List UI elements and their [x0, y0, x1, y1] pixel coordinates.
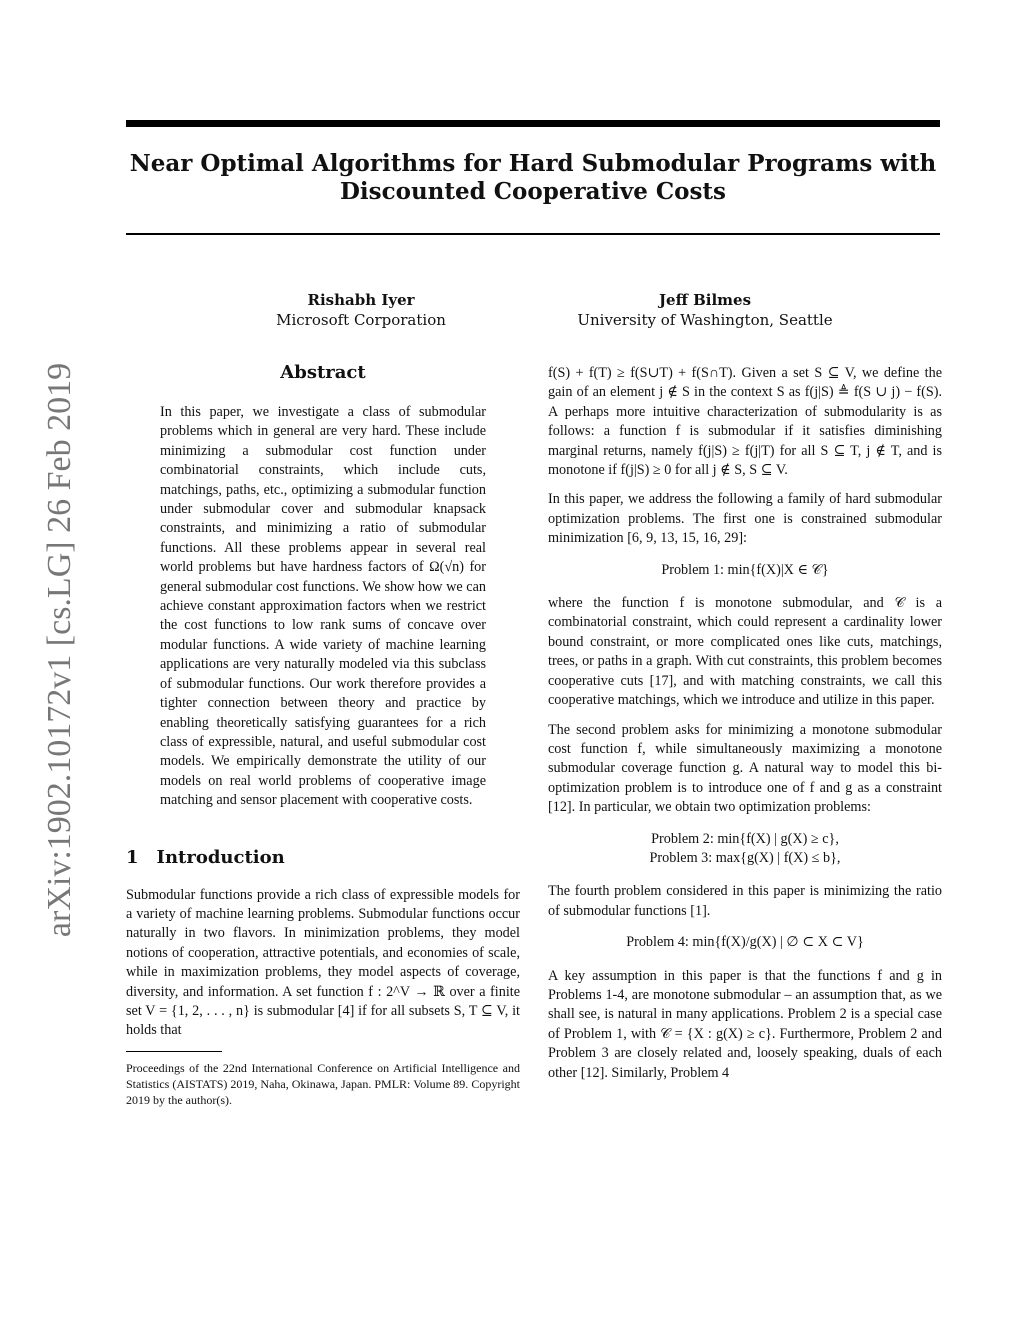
footnote-proceedings: Proceedings of the 22nd International Conference on Artificial Intelligence and Statistics (AISTATS) 2019, Naha, Okinawa, Japan. PMLR: Volume 89. Copyright 2019 by the author(s). — [126, 1060, 520, 1107]
title-rule-bottom — [126, 233, 940, 235]
author-block-2 — [570, 290, 840, 330]
right-column — [548, 364, 942, 1093]
footnote-rule — [126, 1051, 222, 1052]
key-assumption-paragraph: A key assumption in this paper is that the functions f and g in Problems 1-4, are monotone submodular – an assumption that, as we shall see, is natural in many applications. Problem 2 is a special case of Problem 1, with 𝒞 = {X : g(X) ≥ c}. Furthermore, Problem 2 and Problem 3 are closely related and, loosely speaking, duals of each other [12]. Similarly, Problem 4 — [548, 967, 942, 1081]
problem-2-equation: Problem 2: min{f(X) | g(X) ≥ c}, — [651, 830, 839, 847]
author-name: Jeff Bilmes — [658, 291, 752, 309]
problem-1-description-paragraph: where the function f is monotone submodular, and 𝒞 is a combinatorial constraint, which could represent a cardinality lower bound constraint, or more complicated ones like cuts, matchings, trees, or paths in a graph. With cut constraints, this problem becomes cooperative cuts [17], and with matching constraints, we call this cooperative matchings, which we introduce and utilize in this paper. — [548, 595, 942, 709]
paper-title — [126, 150, 940, 206]
abstract-heading: Abstract — [280, 362, 366, 383]
section-title: Introduction — [156, 846, 285, 868]
author-name: Rishabh Iyer — [307, 291, 415, 309]
problem-3-equation: Problem 3: max{g(X) | f(X) ≤ b}, — [649, 849, 841, 866]
author-affiliation: University of Washington, Seattle — [577, 311, 833, 329]
intro-paragraph: Submodular functions provide a rich class of expressible models for a variety of machine learning problems. Submodular functions occur naturally in two flavors. In minimization problems, they model notions of cooperation, attractive potentials, and economies of scale, while in maximization problems, they model aspects of coverage, diversity, and information. A set function f : 2^V → ℝ over a finite set V = {1, 2, . . . , n} is submodular [4] if for all subsets S, T ⊆ V, it holds that — [126, 886, 520, 1039]
second-problem-paragraph: The second problem asks for minimizing a monotone submodular cost function f, while simultaneously maximizing a monotone submodular coverage function g. A natural way to model this bi-optimization problem is to introduce one of f and g as a constraint [12]. In particular, we obtain two optimization problems: — [548, 721, 942, 816]
title-line-1: Near Optimal Algorithms for Hard Submodular Programs with — [129, 150, 937, 177]
submodularity-definition-paragraph: f(S) + f(T) ≥ f(S∪T) + f(S∩T). Given a set S ⊆ V, we define the gain of an element j ∉ S in the context S as f(j|S) ≜ f(S ∪ j) − f(S). A perhaps more intuitive characterization of submodularity is as follows: a function f is submodular if it satisfies diminishing marginal returns, namely f(j|S) ≥ f(j|T) for all S ⊆ T, j ∉ T, and is monotone if f(j|S) ≥ 0 for all j ∉ S, S ⊆ V. — [548, 365, 942, 479]
problem-4-equation: Problem 4: min{f(X)/g(X) | ∅ ⊂ X ⊂ V} — [626, 934, 864, 951]
author-block-1 — [246, 290, 476, 330]
title-rule-top — [126, 120, 940, 127]
section-number: 1 — [126, 846, 139, 868]
author-affiliation: Microsoft Corporation — [276, 311, 446, 329]
problems-intro-paragraph: In this paper, we address the following a family of hard submodular optimization problems. The first one is constrained submodular minimization [6, 9, 13, 15, 16, 29]: — [548, 491, 942, 547]
abstract-text: In this paper, we investigate a class of submodular problems which in general are very hard. These include minimizing a submodular cost function under combinatorial constraints, which include cuts, matchings, paths, etc., optimizing a submodular function under submodular cover and submodular knapsack constraints, and minimizing a ratio of submodular functions. All these problems appear in several real world problems but have hardness factors of Ω(√n) for general submodular cost functions. We show how we can achieve constant approximation factors when we restrict the cost functions to low rank sums of concave over modular functions. A wide variety of machine learning applications are very naturally modeled via this subclass of submodular functions. Our work therefore provides a tighter connection between theory and practice by enabling theoretically satisfying guarantees for a rich class of expressible, natural, and useful submodular cost models. We empirically demonstrate the utility of our models on real world problems of cooperative image matching and sensor placement with cooperative costs. — [160, 404, 486, 809]
fourth-problem-paragraph: The fourth problem considered in this paper is minimizing the ratio of submodular functions [1]. — [548, 883, 942, 919]
arxiv-sidebar-stamp: arXiv:1902.10172v1 [cs.LG] 26 Feb 2019 — [41, 362, 78, 938]
title-line-2: Discounted Cooperative Costs — [339, 178, 727, 205]
section-heading-introduction — [126, 847, 520, 868]
problem-2-3-equations — [548, 830, 942, 869]
problem-1-equation: Problem 1: min{f(X)|X ∈ 𝒞} — [661, 561, 829, 578]
left-column — [126, 362, 520, 1108]
